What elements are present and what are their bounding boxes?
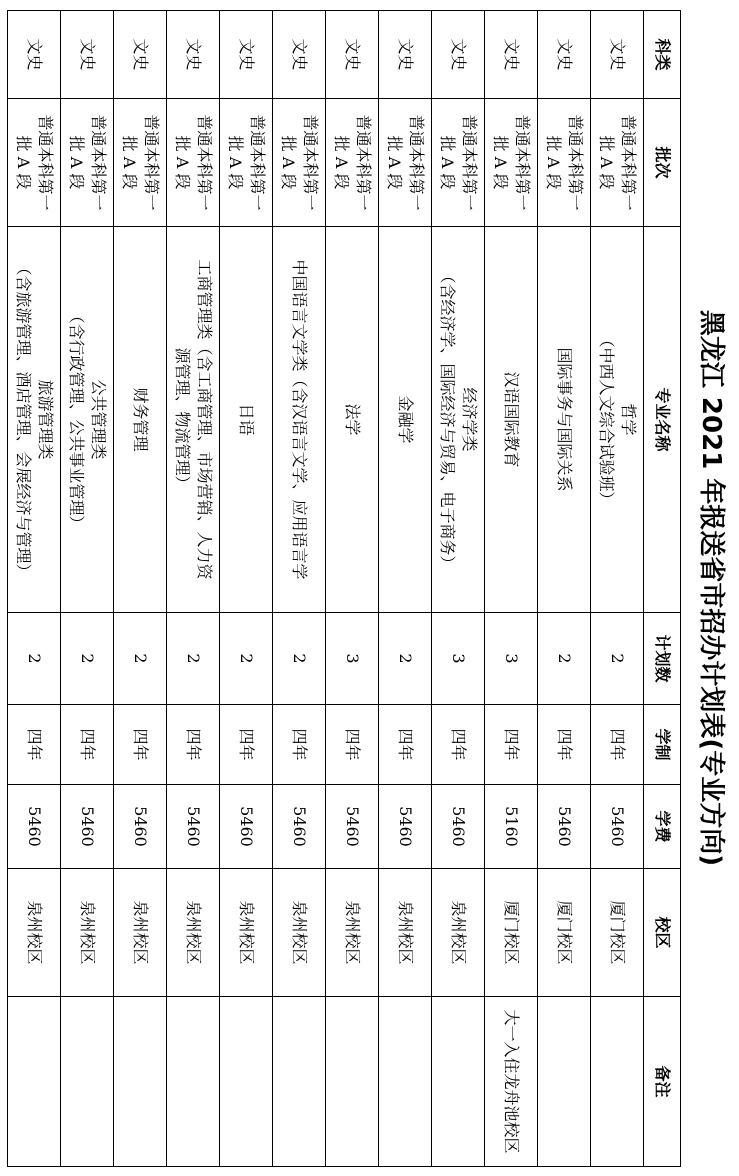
category-cell: 文史 xyxy=(591,11,644,99)
note-cell xyxy=(61,997,114,1167)
category-cell: 文史 xyxy=(61,11,114,99)
campus-cell: 泉州校区 xyxy=(61,869,114,997)
plan-cell: 2 xyxy=(114,613,167,705)
plan-cell: 3 xyxy=(326,613,379,705)
header-plan: 计划数 xyxy=(644,613,681,705)
campus-cell: 泉州校区 xyxy=(220,869,273,997)
batch-cell: 普通本科第一 批 A 段 xyxy=(591,99,644,227)
major-cell: 法学 xyxy=(326,227,379,613)
major-cell: 国际事务与国际关系 xyxy=(538,227,591,613)
batch-cell: 普通本科第一 批 A 段 xyxy=(485,99,538,227)
campus-cell: 泉州校区 xyxy=(379,869,432,997)
note-cell xyxy=(114,997,167,1167)
major-cell: 工商管理类（含工商管理、市场营销、人力资 源管理、物流管理） xyxy=(167,227,220,613)
campus-cell: 泉州校区 xyxy=(326,869,379,997)
category-cell: 文史 xyxy=(379,11,432,99)
note-cell xyxy=(432,997,485,1167)
campus-cell: 泉州校区 xyxy=(273,869,326,997)
table-row xyxy=(220,11,273,1167)
plan-cell: 3 xyxy=(432,613,485,705)
category-cell: 文史 xyxy=(326,11,379,99)
fee-cell: 5460 xyxy=(167,785,220,869)
fee-cell: 5160 xyxy=(485,785,538,869)
note-cell xyxy=(167,997,220,1167)
batch-cell: 普通本科第一 批 A 段 xyxy=(167,99,220,227)
note-cell xyxy=(379,997,432,1167)
years-cell: 四年 xyxy=(61,705,114,785)
fee-cell: 5460 xyxy=(591,785,644,869)
category-cell: 文史 xyxy=(432,11,485,99)
header-batch: 批次 xyxy=(644,99,681,227)
table-row xyxy=(167,11,220,1167)
header-years: 学制 xyxy=(644,705,681,785)
plan-cell: 2 xyxy=(220,613,273,705)
major-cell: 汉语国际教育 xyxy=(485,227,538,613)
plan-table xyxy=(7,10,681,1167)
years-cell: 四年 xyxy=(114,705,167,785)
batch-cell: 普通本科第一 批 A 段 xyxy=(61,99,114,227)
major-cell: 旅游管理类 （含旅游管理、酒店管理、会展经济与管理） xyxy=(8,227,61,613)
plan-cell: 2 xyxy=(538,613,591,705)
plan-cell: 2 xyxy=(8,613,61,705)
batch-cell: 普通本科第一 批 A 段 xyxy=(220,99,273,227)
table-row xyxy=(326,11,379,1167)
plan-cell: 2 xyxy=(591,613,644,705)
category-cell: 文史 xyxy=(220,11,273,99)
header-row xyxy=(644,11,681,1167)
batch-cell: 普通本科第一 批 A 段 xyxy=(8,99,61,227)
major-cell: 中国语言文学类（含汉语言文学、应用语言学 xyxy=(273,227,326,613)
table-row xyxy=(8,11,61,1167)
category-cell: 文史 xyxy=(167,11,220,99)
batch-cell: 普通本科第一 批 A 段 xyxy=(538,99,591,227)
major-cell: 公共管理类 （含行政管理、公共事业管理） xyxy=(61,227,114,613)
header-fee: 学费 xyxy=(644,785,681,869)
major-cell: 日语 xyxy=(220,227,273,613)
note-cell: 大一入住龙舟池校区 xyxy=(485,997,538,1167)
fee-cell: 5460 xyxy=(326,785,379,869)
page-title: 黑龙江 2021 年报送省市招办计划表(专业方向) xyxy=(696,309,726,867)
campus-cell: 泉州校区 xyxy=(432,869,485,997)
plan-cell: 2 xyxy=(273,613,326,705)
header-category: 科类 xyxy=(644,11,681,99)
fee-cell: 5460 xyxy=(114,785,167,869)
table-row xyxy=(432,11,485,1167)
note-cell xyxy=(538,997,591,1167)
campus-cell: 泉州校区 xyxy=(8,869,61,997)
fee-cell: 5460 xyxy=(273,785,326,869)
plan-cell: 2 xyxy=(167,613,220,705)
years-cell: 四年 xyxy=(167,705,220,785)
campus-cell: 厦门校区 xyxy=(591,869,644,997)
years-cell: 四年 xyxy=(326,705,379,785)
fee-cell: 5460 xyxy=(61,785,114,869)
batch-cell: 普通本科第一 批 A 段 xyxy=(432,99,485,227)
table-row xyxy=(114,11,167,1167)
years-cell: 四年 xyxy=(273,705,326,785)
major-cell: 财务管理 xyxy=(114,227,167,613)
fee-cell: 5460 xyxy=(8,785,61,869)
major-cell: 金融学 xyxy=(379,227,432,613)
table-row xyxy=(379,11,432,1167)
batch-cell: 普通本科第一 批 A 段 xyxy=(379,99,432,227)
plan-cell: 3 xyxy=(485,613,538,705)
years-cell: 四年 xyxy=(8,705,61,785)
table-row xyxy=(485,11,538,1167)
batch-cell: 普通本科第一 批 A 段 xyxy=(326,99,379,227)
plan-cell: 2 xyxy=(379,613,432,705)
batch-cell: 普通本科第一 批 A 段 xyxy=(273,99,326,227)
fee-cell: 5460 xyxy=(220,785,273,869)
note-cell xyxy=(273,997,326,1167)
major-cell: 经济学类 （含经济学、国际经济与贸易、电子商务） xyxy=(432,227,485,613)
campus-cell: 厦门校区 xyxy=(485,869,538,997)
fee-cell: 5460 xyxy=(379,785,432,869)
category-cell: 文史 xyxy=(114,11,167,99)
note-cell xyxy=(326,997,379,1167)
category-cell: 文史 xyxy=(8,11,61,99)
note-cell xyxy=(591,997,644,1167)
years-cell: 四年 xyxy=(220,705,273,785)
table-row xyxy=(61,11,114,1167)
batch-cell: 普通本科第一 批 A 段 xyxy=(114,99,167,227)
fee-cell: 5460 xyxy=(538,785,591,869)
plan-cell: 2 xyxy=(61,613,114,705)
table-row xyxy=(591,11,644,1167)
header-note: 备注 xyxy=(644,997,681,1167)
years-cell: 四年 xyxy=(538,705,591,785)
years-cell: 四年 xyxy=(432,705,485,785)
category-cell: 文史 xyxy=(485,11,538,99)
table-row xyxy=(273,11,326,1167)
campus-cell: 厦门校区 xyxy=(538,869,591,997)
header-campus: 校区 xyxy=(644,869,681,997)
campus-cell: 泉州校区 xyxy=(114,869,167,997)
campus-cell: 泉州校区 xyxy=(167,869,220,997)
header-major: 专业名称 xyxy=(644,227,681,613)
years-cell: 四年 xyxy=(591,705,644,785)
fee-cell: 5460 xyxy=(432,785,485,869)
years-cell: 四年 xyxy=(379,705,432,785)
years-cell: 四年 xyxy=(485,705,538,785)
note-cell xyxy=(8,997,61,1167)
note-cell xyxy=(220,997,273,1167)
table-row xyxy=(538,11,591,1167)
major-cell: 哲学 （中西人文综合试验班） xyxy=(591,227,644,613)
category-cell: 文史 xyxy=(273,11,326,99)
category-cell: 文史 xyxy=(538,11,591,99)
